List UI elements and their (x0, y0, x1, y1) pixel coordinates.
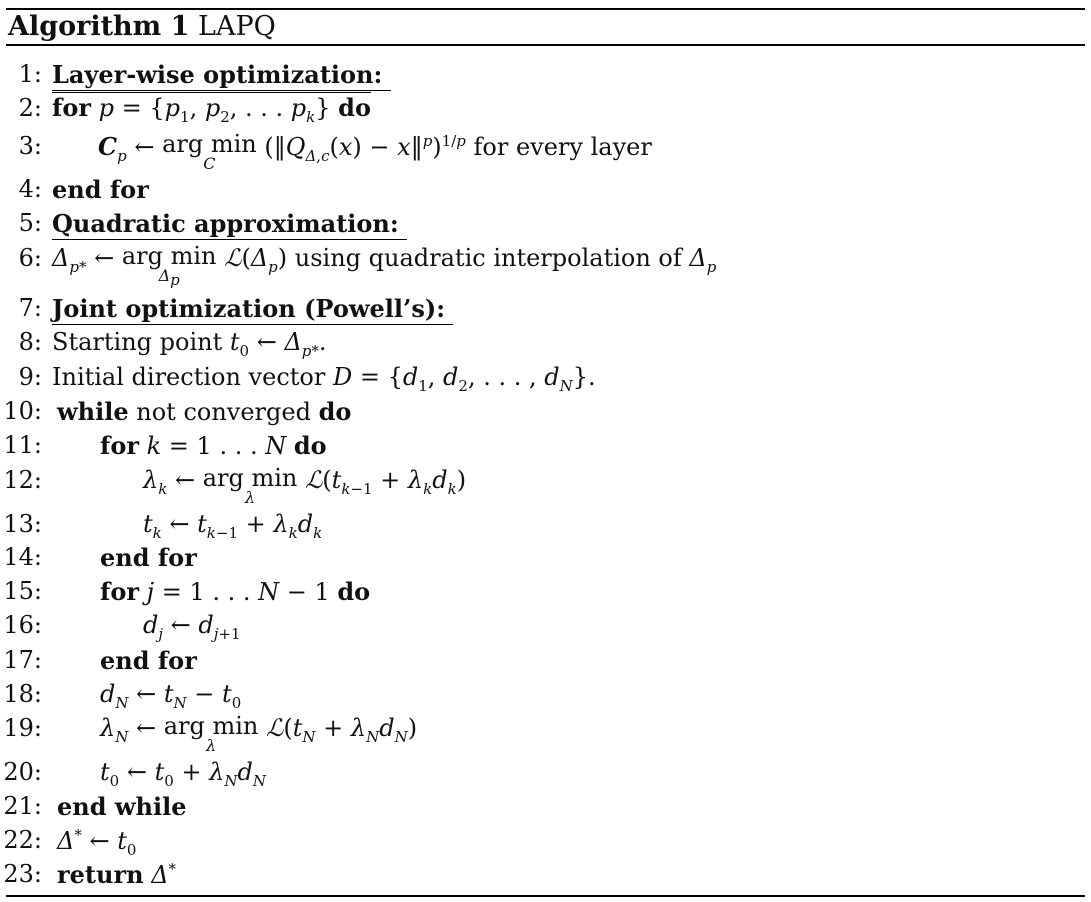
keyword-end-for: end for (100, 543, 197, 572)
line-number: 11: (3, 431, 42, 459)
line-number: 15: (3, 577, 42, 605)
line-number: 8: (18, 328, 42, 356)
keyword-end-for: end for (100, 646, 197, 675)
line-number: 16: (3, 611, 42, 639)
line-number: 6: (18, 244, 42, 272)
line-number: 9: (18, 363, 42, 391)
keyword-for: for (52, 93, 91, 122)
line-number: 22: (3, 826, 42, 854)
keyword-for: for (100, 577, 139, 606)
keyword-do: do (318, 397, 352, 426)
line-number: 2: (18, 94, 42, 122)
line-number: 23: (3, 860, 42, 888)
line-number: 13: (3, 510, 42, 538)
keyword-return: return (57, 860, 144, 889)
section-heading-quadratic: Quadratic approximation: (52, 209, 408, 238)
line-number: 1: (18, 60, 42, 88)
line-number: 21: (3, 792, 42, 820)
line-number: 4: (18, 175, 42, 203)
line-number: 17: (3, 646, 42, 674)
line-number: 18: (3, 680, 42, 708)
keyword-while: while (57, 397, 129, 426)
section-heading-joint: Joint optimization (Powell’s): (52, 294, 454, 323)
bottom-rule (6, 895, 1085, 897)
keyword-do: do (293, 431, 327, 460)
line-number: 20: (3, 758, 42, 786)
line-number: 19: (3, 714, 42, 742)
keyword-do: do (338, 93, 371, 122)
keyword-end-while: end while (57, 792, 187, 821)
while-condition: not converged (136, 398, 311, 426)
algorithm-name: LAPQ (198, 11, 276, 42)
line-number: 3: (18, 132, 42, 160)
line-number: 10: (3, 397, 42, 425)
line-number: 14: (3, 543, 42, 571)
algorithm-label: Algorithm 1 (8, 11, 190, 42)
algorithm-title (8, 10, 276, 44)
keyword-end-for: end for (52, 175, 149, 204)
line-number: 12: (3, 466, 42, 494)
title-rule (6, 44, 1085, 46)
section-heading-layerwise: Layer-wise optimization: (52, 60, 391, 89)
line-number: 5: (18, 209, 42, 237)
line-number: 7: (18, 294, 42, 322)
keyword-do: do (337, 577, 371, 606)
keyword-for: for (100, 431, 139, 460)
line-tail-text: for every layer (473, 133, 652, 161)
